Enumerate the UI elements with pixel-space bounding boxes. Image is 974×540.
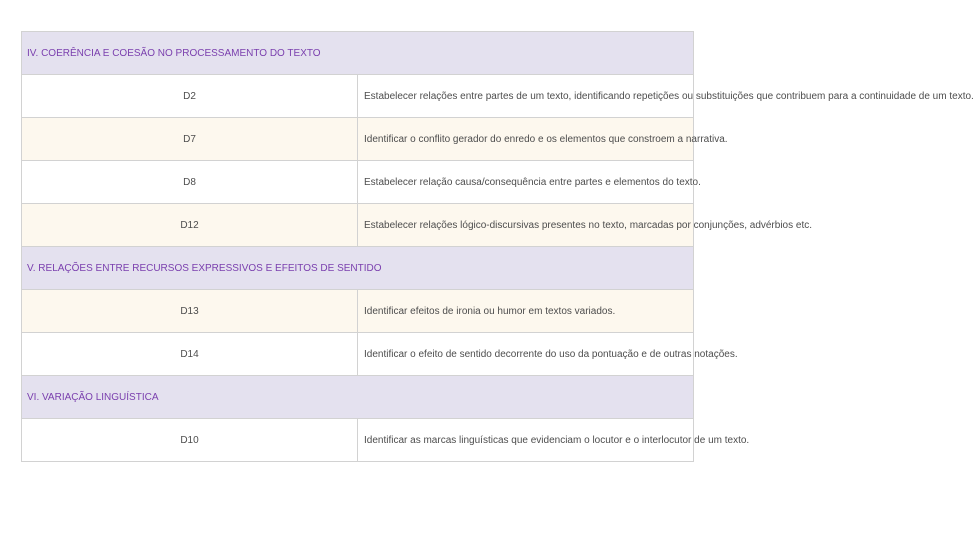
descriptor-code: D7 — [22, 118, 358, 161]
section-header-row — [22, 247, 694, 290]
table-row — [22, 333, 694, 376]
descriptor-code: D14 — [22, 333, 358, 376]
table-row — [22, 75, 694, 118]
table-row — [22, 204, 694, 247]
descriptors-table — [21, 31, 974, 462]
section-title: V. RELAÇÕES ENTRE RECURSOS EXPRESSIVOS E EFEITOS DE SENTIDO — [22, 247, 694, 290]
section-title: IV. COERÊNCIA E COESÃO NO PROCESSAMENTO DO TEXTO — [22, 32, 694, 75]
descriptors-table-body — [22, 32, 974, 462]
descriptor-text: Estabelecer relação causa/consequência entre partes e elementos do texto. — [358, 161, 694, 204]
descriptor-code: D2 — [22, 75, 358, 118]
descriptor-code: D8 — [22, 161, 358, 204]
descriptor-code: D10 — [22, 419, 358, 462]
table-row — [22, 290, 694, 333]
descriptor-text: Identificar as marcas linguísticas que evidenciam o locutor e o interlocutor de um texto. — [358, 419, 694, 462]
descriptor-code: D12 — [22, 204, 358, 247]
descriptor-code: D13 — [22, 290, 358, 333]
descriptor-text: Estabelecer relações entre partes de um texto, identificando repetições ou substituições que contribuem para a continuidade de um texto. — [358, 75, 694, 118]
section-header-row — [22, 376, 694, 419]
descriptor-text: Estabelecer relações lógico-discursivas presentes no texto, marcadas por conjunções, advérbios etc. — [358, 204, 694, 247]
section-title: VI. VARIAÇÃO LINGUÍSTICA — [22, 376, 694, 419]
descriptor-text: Identificar efeitos de ironia ou humor em textos variados. — [358, 290, 694, 333]
table-row — [22, 118, 694, 161]
section-header-row — [22, 32, 694, 75]
descriptor-text: Identificar o efeito de sentido decorrente do uso da pontuação e de outras notações. — [358, 333, 694, 376]
descriptor-text: Identificar o conflito gerador do enredo e os elementos que constroem a narrativa. — [358, 118, 694, 161]
table-row — [22, 161, 694, 204]
table-row — [22, 419, 694, 462]
